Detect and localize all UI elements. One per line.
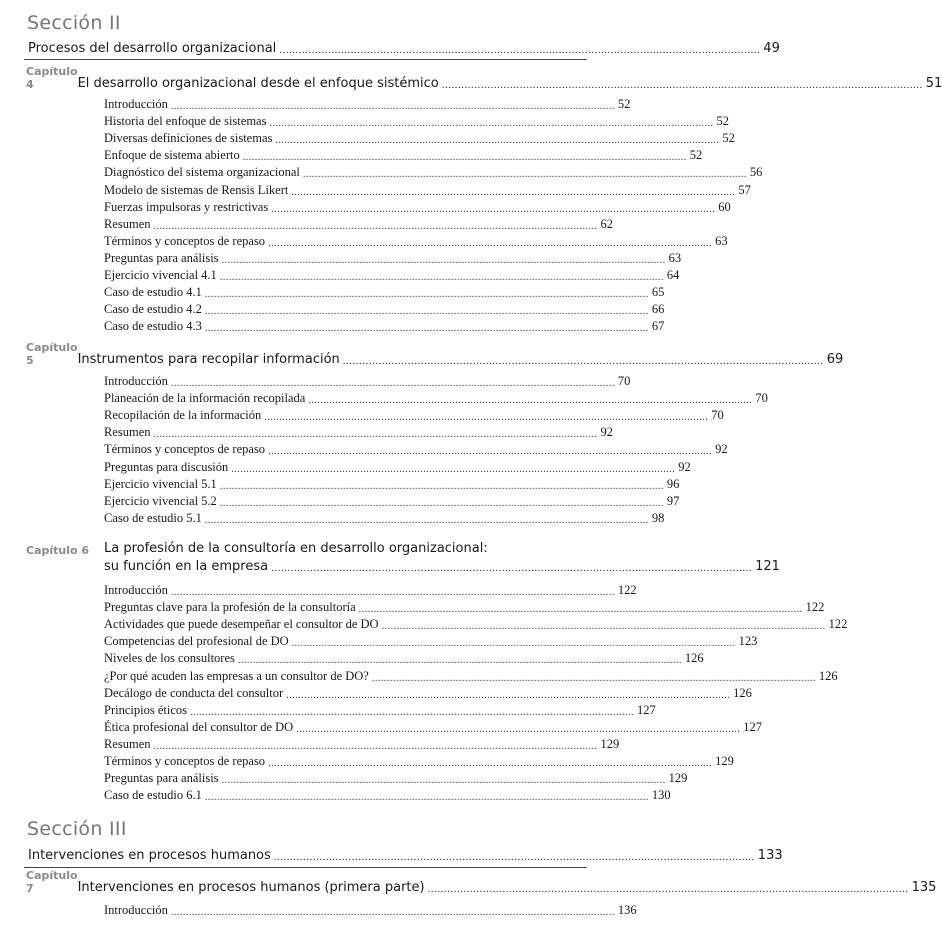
part-entry-section-3[interactable] bbox=[0, 846, 783, 863]
toc-item[interactable] bbox=[0, 718, 762, 735]
dot-leader: .................................................................................................................................................... bbox=[204, 792, 649, 804]
toc-item-title: Competencias del profesional de DO bbox=[104, 634, 289, 649]
toc-item[interactable] bbox=[0, 215, 614, 232]
toc-item[interactable] bbox=[0, 300, 665, 318]
part-title: Procesos del desarrollo organizacional bbox=[28, 41, 277, 56]
toc-item-title: Términos y conceptos de repaso bbox=[104, 233, 266, 248]
toc-item-title: Introducción bbox=[104, 583, 168, 597]
toc-item-title: Enfoque de sistema abierto bbox=[104, 148, 240, 163]
toc-item-title: Términos y conceptos de repaso bbox=[104, 754, 266, 768]
toc-item[interactable] bbox=[0, 249, 682, 266]
part-entry-section-2[interactable] bbox=[0, 39, 780, 56]
dot-leader: .................................................................................................................................................... bbox=[302, 169, 747, 181]
dot-leader: .................................................................................................................................................... bbox=[371, 672, 816, 684]
dot-leader: .................................................................................................................................................... bbox=[204, 289, 649, 301]
dot-leader: .................................................................................................................................................... bbox=[170, 378, 615, 389]
toc-item-title: Ética profesional del consultor de DO bbox=[104, 719, 294, 734]
section-3-title: Sección III bbox=[27, 818, 127, 840]
chapter-label: Capítulo 7 bbox=[26, 869, 78, 895]
toc-item-title: Caso de estudio 4.3 bbox=[104, 319, 202, 334]
toc-item-title: Caso de estudio 4.2 bbox=[104, 302, 202, 317]
toc-item[interactable] bbox=[0, 492, 680, 509]
toc-item-title: Niveles de los consultores bbox=[104, 651, 235, 666]
toc-item[interactable] bbox=[0, 163, 763, 181]
dot-leader: .................................................................................................................................................... bbox=[264, 412, 709, 424]
dot-leader: .................................................................................................................................................... bbox=[237, 655, 682, 667]
toc-item-title: Historia del enfoque de sistemas bbox=[104, 114, 267, 129]
toc-item-title: Actividades que puede desempeñar el consultor de DO bbox=[104, 617, 379, 632]
dot-leader: .................................................................................................................................................... bbox=[381, 621, 826, 633]
section-divider bbox=[24, 59, 587, 60]
dot-leader: .................................................................................................................................................... bbox=[221, 254, 666, 266]
toc-item[interactable] bbox=[0, 684, 752, 701]
dot-leader: .................................................................................................................................................... bbox=[189, 706, 634, 718]
toc-item[interactable] bbox=[0, 232, 728, 249]
page-number: 63 bbox=[715, 233, 728, 248]
toc-item-title: Caso de estudio 5.1 bbox=[104, 510, 202, 525]
toc-item[interactable] bbox=[0, 901, 637, 918]
dot-leader: .................................................................................................................................................... bbox=[296, 723, 741, 735]
page-number: 133 bbox=[757, 848, 783, 863]
dot-leader: .................................................................................................................................................... bbox=[204, 514, 649, 526]
page-number: 69 bbox=[826, 352, 844, 367]
toc-item[interactable] bbox=[0, 769, 688, 787]
dot-leader: .................................................................................................................................................... bbox=[427, 883, 909, 895]
toc-item[interactable] bbox=[0, 423, 614, 441]
dot-leader: .................................................................................................................................................... bbox=[153, 740, 598, 752]
section-2-title: Sección II bbox=[27, 12, 121, 34]
toc-item[interactable] bbox=[0, 581, 637, 598]
dot-leader: .................................................................................................................................................... bbox=[242, 152, 687, 164]
section-divider bbox=[24, 867, 587, 868]
toc-item-title: Fuerzas impulsoras y restrictivas bbox=[104, 199, 269, 214]
toc-item-title: Resumen bbox=[104, 736, 151, 751]
dot-leader: .................................................................................................................................................... bbox=[269, 118, 714, 130]
toc-item-title: Ejercicio vivencial 5.2 bbox=[104, 493, 217, 508]
dot-leader: .................................................................................................................................................... bbox=[291, 638, 736, 650]
page-number: 130 bbox=[651, 788, 671, 803]
dot-leader: .................................................................................................................................................... bbox=[291, 186, 736, 198]
toc-item-title: Introducción bbox=[104, 903, 168, 917]
toc-item-title: Caso de estudio 4.1 bbox=[104, 285, 202, 300]
toc-item[interactable] bbox=[0, 475, 680, 492]
page-number: 70 bbox=[755, 391, 768, 406]
toc-item-title: Preguntas para discusión bbox=[104, 459, 229, 474]
page-number: 97 bbox=[666, 493, 680, 508]
page-number: 121 bbox=[755, 559, 780, 574]
page-number: 126 bbox=[733, 685, 752, 700]
dot-leader: .................................................................................................................................................... bbox=[170, 101, 615, 112]
chapter-4-entry[interactable] bbox=[0, 65, 942, 91]
dot-leader: .................................................................................................................................................... bbox=[153, 220, 598, 232]
dot-leader: .................................................................................................................................................... bbox=[221, 775, 666, 787]
toc-item[interactable] bbox=[0, 786, 671, 804]
dot-leader: .................................................................................................................................................... bbox=[231, 463, 676, 475]
toc-item[interactable] bbox=[0, 372, 631, 389]
dot-leader: .................................................................................................................................................... bbox=[170, 907, 615, 918]
toc-item-title: Recopilación de la información bbox=[104, 408, 262, 423]
toc-item[interactable] bbox=[0, 389, 768, 407]
page-number: 63 bbox=[668, 250, 682, 265]
toc-item-title: Introducción bbox=[104, 97, 168, 111]
page-number: 51 bbox=[925, 76, 942, 91]
page-number: 49 bbox=[763, 41, 780, 56]
page-number: 123 bbox=[738, 634, 758, 649]
toc-item-title: Ejercicio vivencial 4.1 bbox=[104, 268, 217, 282]
page-number: 56 bbox=[749, 165, 763, 180]
dot-leader: .................................................................................................................................................... bbox=[286, 689, 731, 701]
dot-leader: .................................................................................................................................................... bbox=[275, 135, 720, 147]
chapter-7-entry[interactable] bbox=[0, 869, 937, 895]
page-number: 129 bbox=[600, 736, 620, 751]
toc-item[interactable] bbox=[0, 752, 734, 769]
chapter-6-label: Capítulo 6 bbox=[26, 544, 90, 557]
toc-item-title: Resumen bbox=[104, 216, 151, 231]
toc-item[interactable] bbox=[0, 598, 825, 616]
page-number: 127 bbox=[636, 702, 656, 717]
dot-leader: .................................................................................................................................................... bbox=[268, 758, 713, 769]
chapter-label: Capítulo 4 bbox=[26, 65, 78, 91]
dot-leader: .................................................................................................................................................... bbox=[271, 203, 716, 215]
toc-item[interactable] bbox=[0, 95, 631, 112]
page-number: 52 bbox=[617, 97, 631, 111]
dot-leader: .................................................................................................................................................... bbox=[204, 323, 649, 335]
page-number: 52 bbox=[716, 114, 729, 129]
toc-item-title: ¿Por qué acuden las empresas a un consultor de DO? bbox=[104, 668, 369, 683]
toc-item[interactable] bbox=[0, 458, 691, 475]
page-number: 127 bbox=[743, 719, 762, 734]
toc-item[interactable] bbox=[0, 266, 680, 283]
page-number: 66 bbox=[651, 302, 665, 317]
page-number: 92 bbox=[715, 442, 728, 457]
toc-item[interactable] bbox=[0, 615, 848, 633]
toc-item[interactable] bbox=[0, 440, 728, 458]
toc-item[interactable] bbox=[0, 632, 758, 650]
chapter-6-entry[interactable] bbox=[0, 557, 780, 574]
toc-item[interactable] bbox=[0, 735, 620, 752]
toc-item[interactable] bbox=[0, 317, 665, 335]
toc-item[interactable] bbox=[0, 146, 703, 164]
dot-leader: .................................................................................................................................................... bbox=[358, 604, 803, 616]
page-number: 98 bbox=[651, 510, 665, 525]
page-number: 129 bbox=[715, 754, 734, 768]
page-number: 126 bbox=[818, 668, 838, 683]
dot-leader: .................................................................................................................................................... bbox=[271, 562, 753, 574]
dot-leader: .................................................................................................................................................... bbox=[268, 446, 713, 458]
toc-item[interactable] bbox=[0, 283, 665, 301]
chapter-6-title-line1[interactable]: La profesión de la consultoría en desarrollo organizacional: bbox=[104, 541, 488, 556]
chapter-title: Intervenciones en procesos humanos (primera parte) bbox=[77, 880, 425, 895]
dot-leader: .................................................................................................................................................... bbox=[204, 306, 649, 318]
page-number: 70 bbox=[711, 408, 724, 423]
toc-item[interactable] bbox=[0, 198, 731, 215]
toc-item-title: Términos y conceptos de repaso bbox=[104, 442, 266, 457]
page-number: 136 bbox=[617, 903, 637, 917]
toc-item-title: Preguntas clave para la profesión de la consultoría bbox=[104, 600, 356, 615]
dot-leader: .................................................................................................................................................... bbox=[219, 480, 664, 492]
toc-item-title: Planeación de la información recopilada bbox=[104, 391, 306, 406]
dot-leader: .................................................................................................................................................... bbox=[170, 587, 615, 598]
toc-item[interactable] bbox=[0, 129, 735, 147]
toc-item-title: Diversas definiciones de sistemas bbox=[104, 131, 273, 146]
page-number: 60 bbox=[718, 199, 731, 214]
chapter-title: El desarrollo organizacional desde el enfoque sistémico bbox=[77, 76, 439, 91]
toc-item-title: Preguntas para análisis bbox=[104, 250, 219, 265]
page-number: 57 bbox=[738, 182, 751, 197]
page-number: 67 bbox=[651, 319, 665, 334]
toc-item[interactable] bbox=[0, 112, 729, 130]
dot-leader: .................................................................................................................................................... bbox=[279, 44, 761, 56]
page-number: 126 bbox=[684, 651, 704, 666]
dot-leader: .................................................................................................................................................... bbox=[273, 851, 755, 863]
toc-item-title: Preguntas para análisis bbox=[104, 771, 219, 786]
chapter-title-line2: su función en la empresa bbox=[104, 559, 269, 574]
toc-item-title: Introducción bbox=[104, 374, 168, 388]
toc-item[interactable] bbox=[0, 649, 704, 667]
chapter-5-entry[interactable] bbox=[0, 341, 844, 367]
page-number: 96 bbox=[666, 476, 680, 491]
page-number: 62 bbox=[600, 216, 614, 231]
page-number: 70 bbox=[617, 374, 631, 388]
page-number: 65 bbox=[651, 285, 665, 300]
chapter-title: Instrumentos para recopilar información bbox=[77, 352, 340, 367]
toc-item-title: Caso de estudio 6.1 bbox=[104, 788, 202, 803]
page-number: 52 bbox=[722, 131, 735, 146]
toc-item-title: Principios éticos bbox=[104, 702, 187, 717]
dot-leader: .................................................................................................................................................... bbox=[153, 429, 598, 441]
toc-item[interactable] bbox=[0, 701, 656, 718]
page-number: 64 bbox=[666, 268, 680, 282]
toc-item-title: Resumen bbox=[104, 425, 151, 440]
page-number: 92 bbox=[678, 459, 691, 474]
page-number: 122 bbox=[805, 600, 825, 615]
toc-item[interactable] bbox=[0, 509, 665, 526]
toc-item-title: Modelo de sistemas de Rensis Likert bbox=[104, 182, 289, 197]
toc-item[interactable] bbox=[0, 181, 751, 198]
chapter-label: Capítulo 5 bbox=[26, 341, 78, 367]
page-number: 52 bbox=[689, 148, 703, 163]
toc-item-title: Decálogo de conducta del consultor bbox=[104, 685, 284, 700]
toc-item[interactable] bbox=[0, 406, 724, 424]
part-title: Intervenciones en procesos humanos bbox=[28, 848, 271, 863]
dot-leader: .................................................................................................................................................... bbox=[219, 497, 664, 509]
dot-leader: .................................................................................................................................................... bbox=[342, 355, 824, 367]
page-number: 129 bbox=[668, 771, 688, 786]
page-number: 92 bbox=[600, 425, 614, 440]
dot-leader: .................................................................................................................................................... bbox=[441, 79, 923, 91]
toc-item-title: Diagnóstico del sistema organizacional bbox=[104, 165, 300, 180]
toc-item-title: Ejercicio vivencial 5.1 bbox=[104, 476, 217, 491]
page-number: 122 bbox=[617, 583, 637, 597]
dot-leader: .................................................................................................................................................... bbox=[308, 395, 753, 407]
page-number: 122 bbox=[828, 617, 848, 632]
page-number: 135 bbox=[911, 880, 937, 895]
dot-leader: .................................................................................................................................................... bbox=[219, 272, 664, 283]
toc-item[interactable] bbox=[0, 667, 838, 684]
dot-leader: .................................................................................................................................................... bbox=[268, 237, 713, 249]
